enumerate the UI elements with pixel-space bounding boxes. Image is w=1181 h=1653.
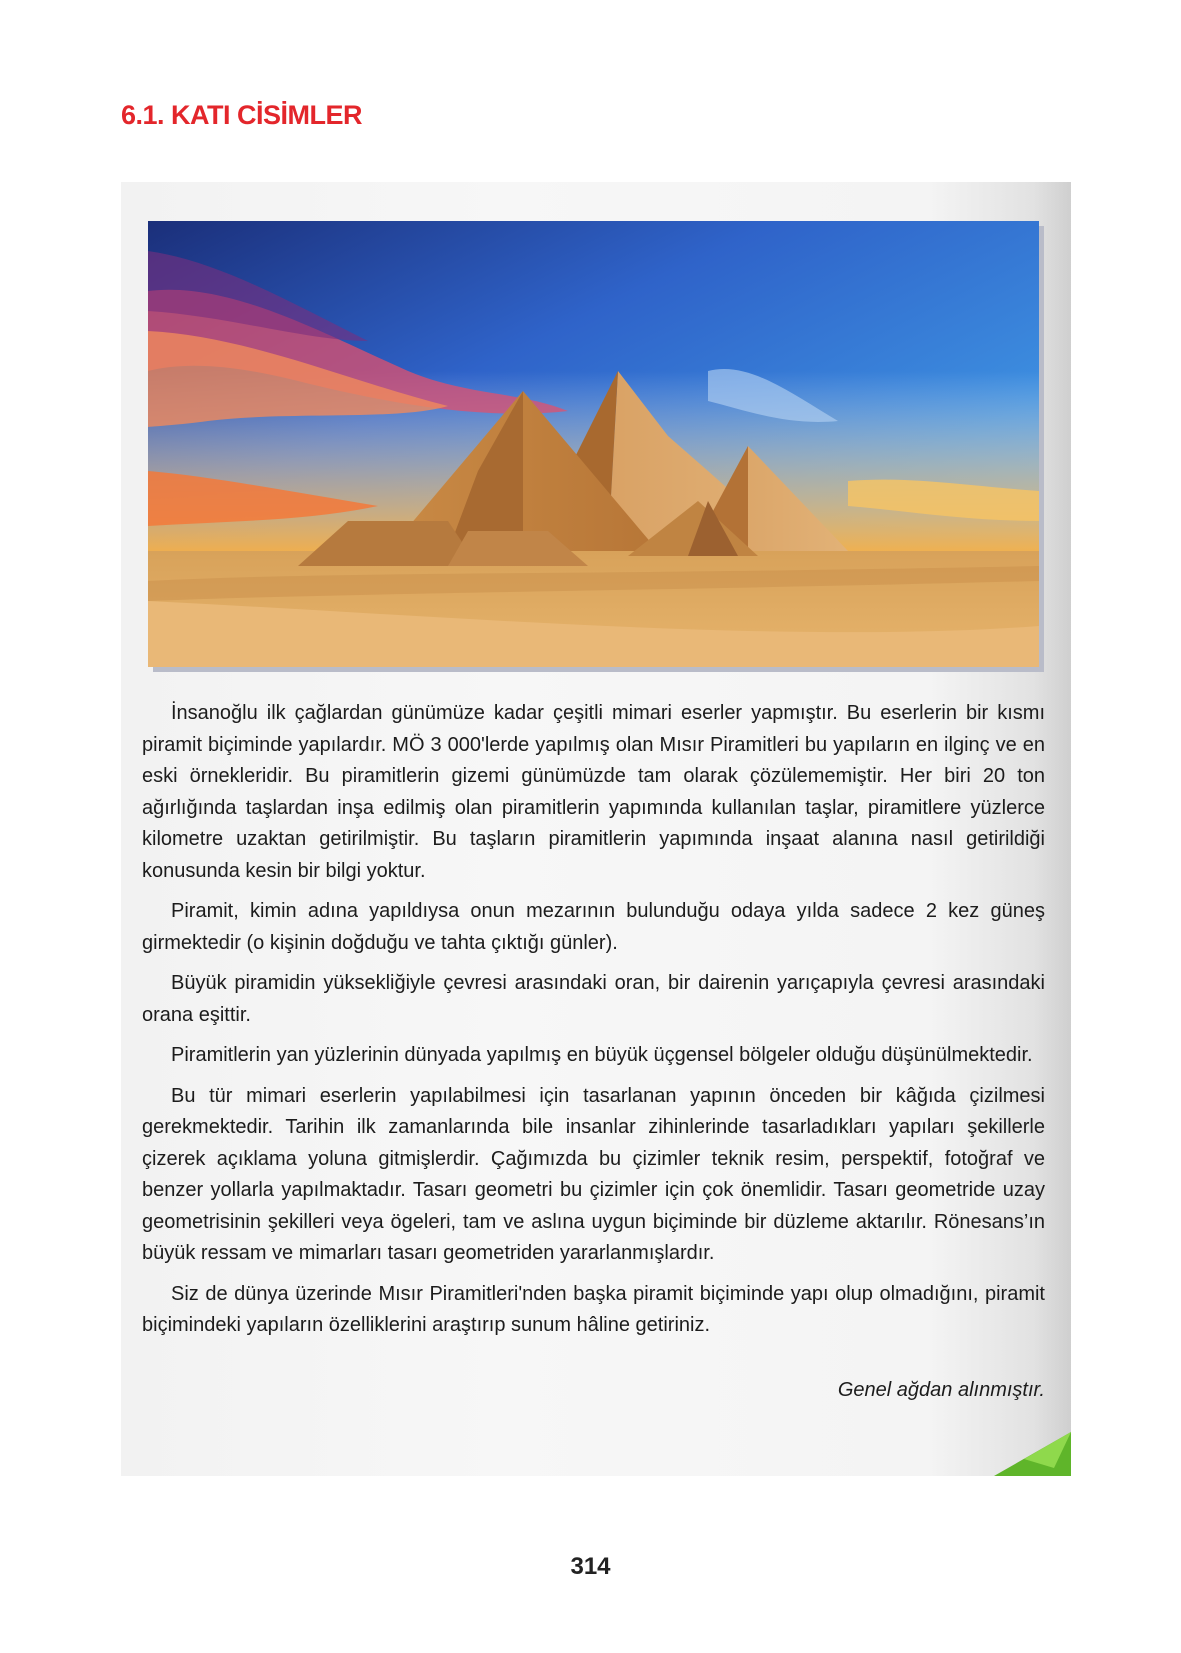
pyramids-photo — [148, 221, 1039, 667]
paragraph: Piramit, kimin adına yapıldıysa onun mezarının bulunduğu odaya yılda sadece 2 kez güneş girmektedir (o kişinin doğduğu ve tahta çıktığı günler). — [142, 900, 1045, 954]
page-curl-icon — [994, 1432, 1071, 1476]
page-number: 314 — [570, 1553, 611, 1580]
paragraph: Siz de dünya üzerinde Mısır Piramitleri'nden başka piramit biçiminde yapı olup olmadığını, piramit biçimindeki yapıların özelliklerini araştırıp sunum hâline getiriniz. — [142, 1282, 1045, 1336]
section-title: 6.1. KATI CİSİMLER — [121, 100, 363, 130]
paragraph: Bu tür mimari eserlerin yapılabilmesi için tasarlanan yapının önceden bir kâğıda çizilmesi gerekmektedir. Tarihin ilk zamanlarında bile insanlar zihinlerinde tasarladıkları yapıları şekillerle çizerek açıklama yoluna gitmişlerdir. Çağımızda bu çizimler teknik resim, perspektif, fotoğraf ve benzer yollarla yapılmaktadır. Tasarı geometri bu çizimler için çok önemlidir. Tasarı geometride uzay geometrisinin şekilleri veya ögeleri, tam ve aslına uygun biçiminde bir düzleme aktarılır. Rönesans’ın büyük ressam ve mimarları tasarı geometriden yararlanmışlardır. — [142, 1084, 1045, 1264]
paragraph: İnsanoğlu ilk çağlardan günümüze kadar çeşitli mimari eserler yapmıştır. Bu eserlerin bir kısmı piramit biçiminde yapılardır. MÖ 3 000'lerde yapılmış olan Mısır Piramitleri bu yapıların en ilginç ve en eski örnekleridir. Bu piramitlerin gizemi günümüzde tam olarak çözülememiştir. Her biri 20 ton ağırlığında taşlardan inşa edilmiş olan piramitlerin yapımında kullanılan taşlar, piramitlere yüzlerce kilometre uzaktan getirilmiştir. Bu taşların piramitlerin yapımında inşaat alanına nasıl getirildiği konusunda kesin bir bilgi yoktur. — [142, 702, 1045, 882]
paragraph: Büyük piramidin yüksekliğiyle çevresi arasındaki oran, bir dairenin yarıçapıyla çevresi arasındaki orana eşittir. — [142, 972, 1045, 1026]
paragraph: Piramitlerin yan yüzlerinin dünyada yapılmış en büyük üçgensel bölgeler olduğu düşünülmektedir. — [171, 1044, 1033, 1066]
source-note: Genel ağdan alınmıştır. — [837, 1379, 1045, 1401]
body-text — [142, 698, 1045, 1351]
